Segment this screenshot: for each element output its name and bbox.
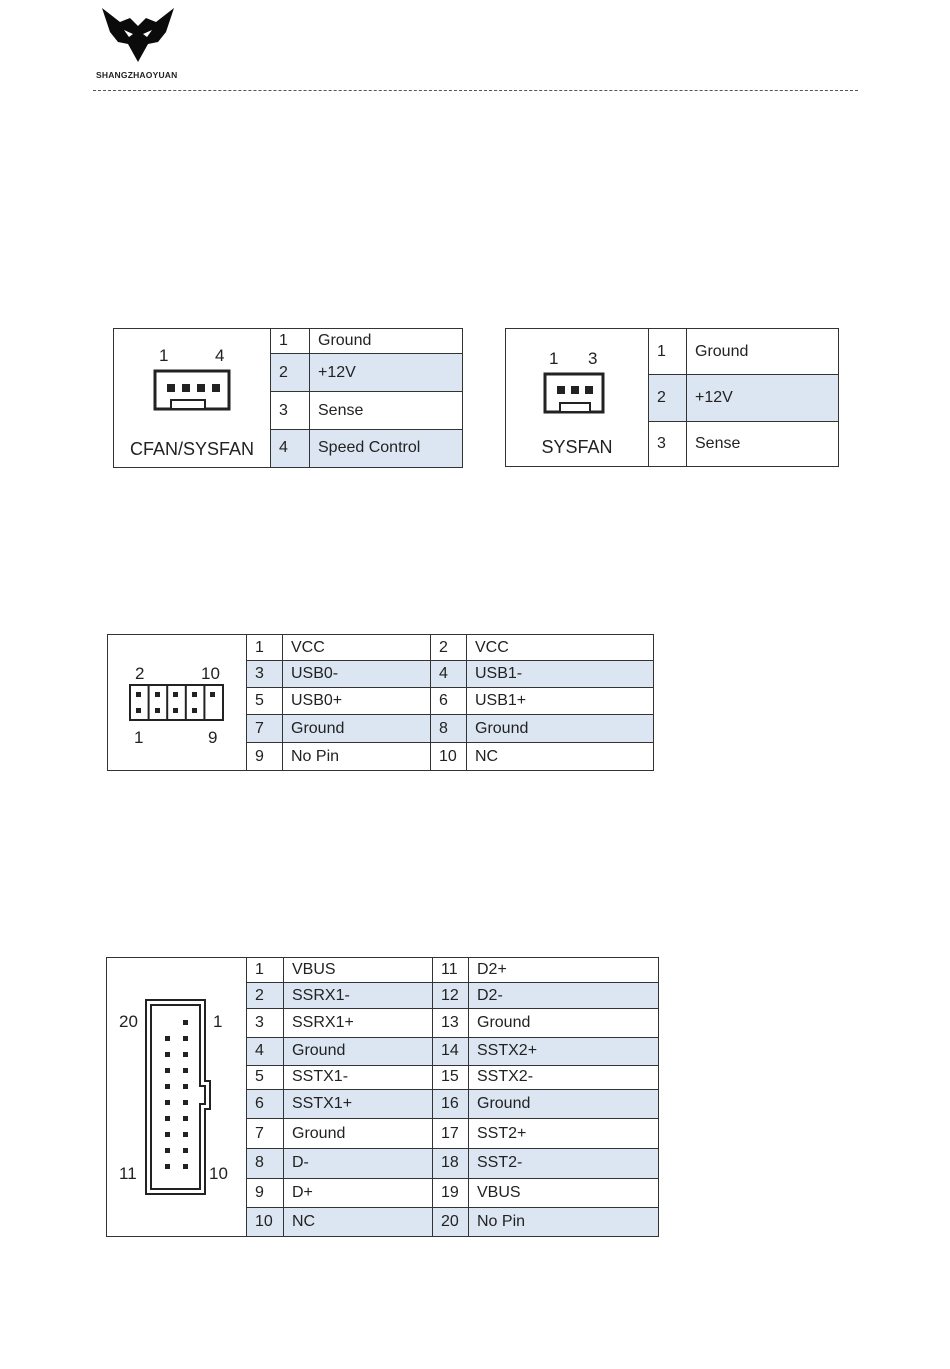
pin-signal: Sense [687, 422, 839, 467]
fan4-pin-table [113, 328, 463, 468]
pin-number: 2 [431, 635, 467, 661]
pin-number: 19 [433, 1178, 469, 1207]
pin-signal: Ground [469, 1089, 659, 1118]
pin-number: 2 [247, 983, 284, 1009]
pin-mark: 2 [135, 664, 145, 683]
pin-signal: USB0- [283, 661, 431, 688]
pin-signal: Ground [284, 1037, 433, 1065]
fan3-connector-icon [543, 372, 607, 416]
pin-number: 5 [247, 688, 283, 715]
pin-number: 6 [247, 1089, 284, 1118]
pin-signal: +12V [687, 375, 839, 422]
pin-signal: No Pin [283, 743, 431, 771]
pin-mark: 4 [215, 346, 225, 365]
pin-signal: SSTX1- [284, 1065, 433, 1089]
pin-signal: USB0+ [283, 688, 431, 715]
pin-number: 10 [247, 1207, 284, 1236]
pin-signal: SSTX2- [469, 1065, 659, 1089]
pin-signal: Ground [467, 715, 654, 743]
brand-logo [100, 6, 176, 64]
pin-mark: 1 [159, 346, 169, 365]
pin-number: 18 [433, 1149, 469, 1178]
pin-signal: SSTX2+ [469, 1037, 659, 1065]
pin-number: 2 [271, 354, 310, 392]
pin-number: 10 [431, 743, 467, 771]
pin-mark: 11 [119, 1164, 137, 1183]
fan3-diagram [506, 329, 649, 467]
pin-signal: VBUS [469, 1178, 659, 1207]
fan4-connector-icon [153, 369, 233, 413]
pin-number: 7 [247, 715, 283, 743]
pin-signal: SST2- [469, 1149, 659, 1178]
pin-signal: SST2+ [469, 1119, 659, 1149]
pin-signal: D2+ [469, 958, 659, 983]
pin-number: 7 [247, 1119, 284, 1149]
pin-number: 20 [433, 1207, 469, 1236]
pin-mark: 10 [209, 1164, 228, 1183]
pin-mark: 3 [588, 349, 598, 368]
header-divider [93, 90, 858, 91]
pin-number: 11 [433, 958, 469, 983]
pin-number: 3 [247, 661, 283, 688]
pin-signal: USB1+ [467, 688, 654, 715]
usb3-pin-table [106, 957, 659, 1237]
usb2-diagram [108, 635, 247, 771]
pin-number: 4 [247, 1037, 284, 1065]
pin-number: 1 [247, 958, 284, 983]
pin-mark: 1 [549, 349, 559, 368]
pin-signal: Ground [283, 715, 431, 743]
pin-number: 8 [431, 715, 467, 743]
pin-signal: USB1- [467, 661, 654, 688]
fan4-label: CFAN/SYSFAN [129, 439, 255, 459]
pin-signal: VCC [467, 635, 654, 661]
pin-signal: D- [284, 1149, 433, 1178]
pin-number: 15 [433, 1065, 469, 1089]
pin-number: 9 [247, 1178, 284, 1207]
pin-number: 14 [433, 1037, 469, 1065]
pin-signal: Ground [284, 1119, 433, 1149]
pin-signal: Ground [687, 329, 839, 375]
fan4-diagram [114, 329, 271, 468]
pin-mark: 20 [119, 1012, 138, 1031]
pin-number: 12 [433, 983, 469, 1009]
pin-number: 1 [247, 635, 283, 661]
pin-number: 1 [649, 329, 687, 375]
pin-mark: 10 [201, 664, 220, 683]
pin-signal: Sense [310, 392, 463, 429]
pin-signal: SSRX1- [284, 983, 433, 1009]
pin-number: 3 [271, 392, 310, 429]
pin-number: 4 [271, 429, 310, 467]
pin-number: 3 [247, 1009, 284, 1037]
pin-signal: D+ [284, 1178, 433, 1207]
fan3-label: SYSFAN [541, 437, 613, 457]
pin-signal: Ground [310, 329, 463, 354]
pin-signal: Speed Control [310, 429, 463, 467]
pin-mark: 1 [213, 1012, 223, 1031]
pin-number: 2 [649, 375, 687, 422]
pin-signal: NC [467, 743, 654, 771]
pin-signal: VBUS [284, 958, 433, 983]
usb3-diagram [107, 958, 247, 1237]
pin-number: 8 [247, 1149, 284, 1178]
pin-signal: SSRX1+ [284, 1009, 433, 1037]
pin-number: 4 [431, 661, 467, 688]
pin-mark: 9 [208, 728, 218, 747]
pin-number: 17 [433, 1119, 469, 1149]
pin-number: 16 [433, 1089, 469, 1118]
pin-signal: NC [284, 1207, 433, 1236]
pin-signal: D2- [469, 983, 659, 1009]
pin-signal: No Pin [469, 1207, 659, 1236]
fan3-pin-table [505, 328, 839, 467]
usb3-header-icon [144, 998, 212, 1198]
pin-signal: SSTX1+ [284, 1089, 433, 1118]
pin-number: 6 [431, 688, 467, 715]
usb2-pin-table [107, 634, 654, 771]
pin-number: 3 [649, 422, 687, 467]
pin-signal: +12V [310, 354, 463, 392]
pin-mark: 1 [134, 728, 144, 747]
pin-number: 5 [247, 1065, 284, 1089]
usb2-header-icon [128, 683, 226, 723]
pin-signal: VCC [283, 635, 431, 661]
pin-signal: Ground [469, 1009, 659, 1037]
pin-number: 1 [271, 329, 310, 354]
brand-name: SHANGZHAOYUAN [96, 70, 178, 80]
pin-number: 9 [247, 743, 283, 771]
pin-number: 13 [433, 1009, 469, 1037]
